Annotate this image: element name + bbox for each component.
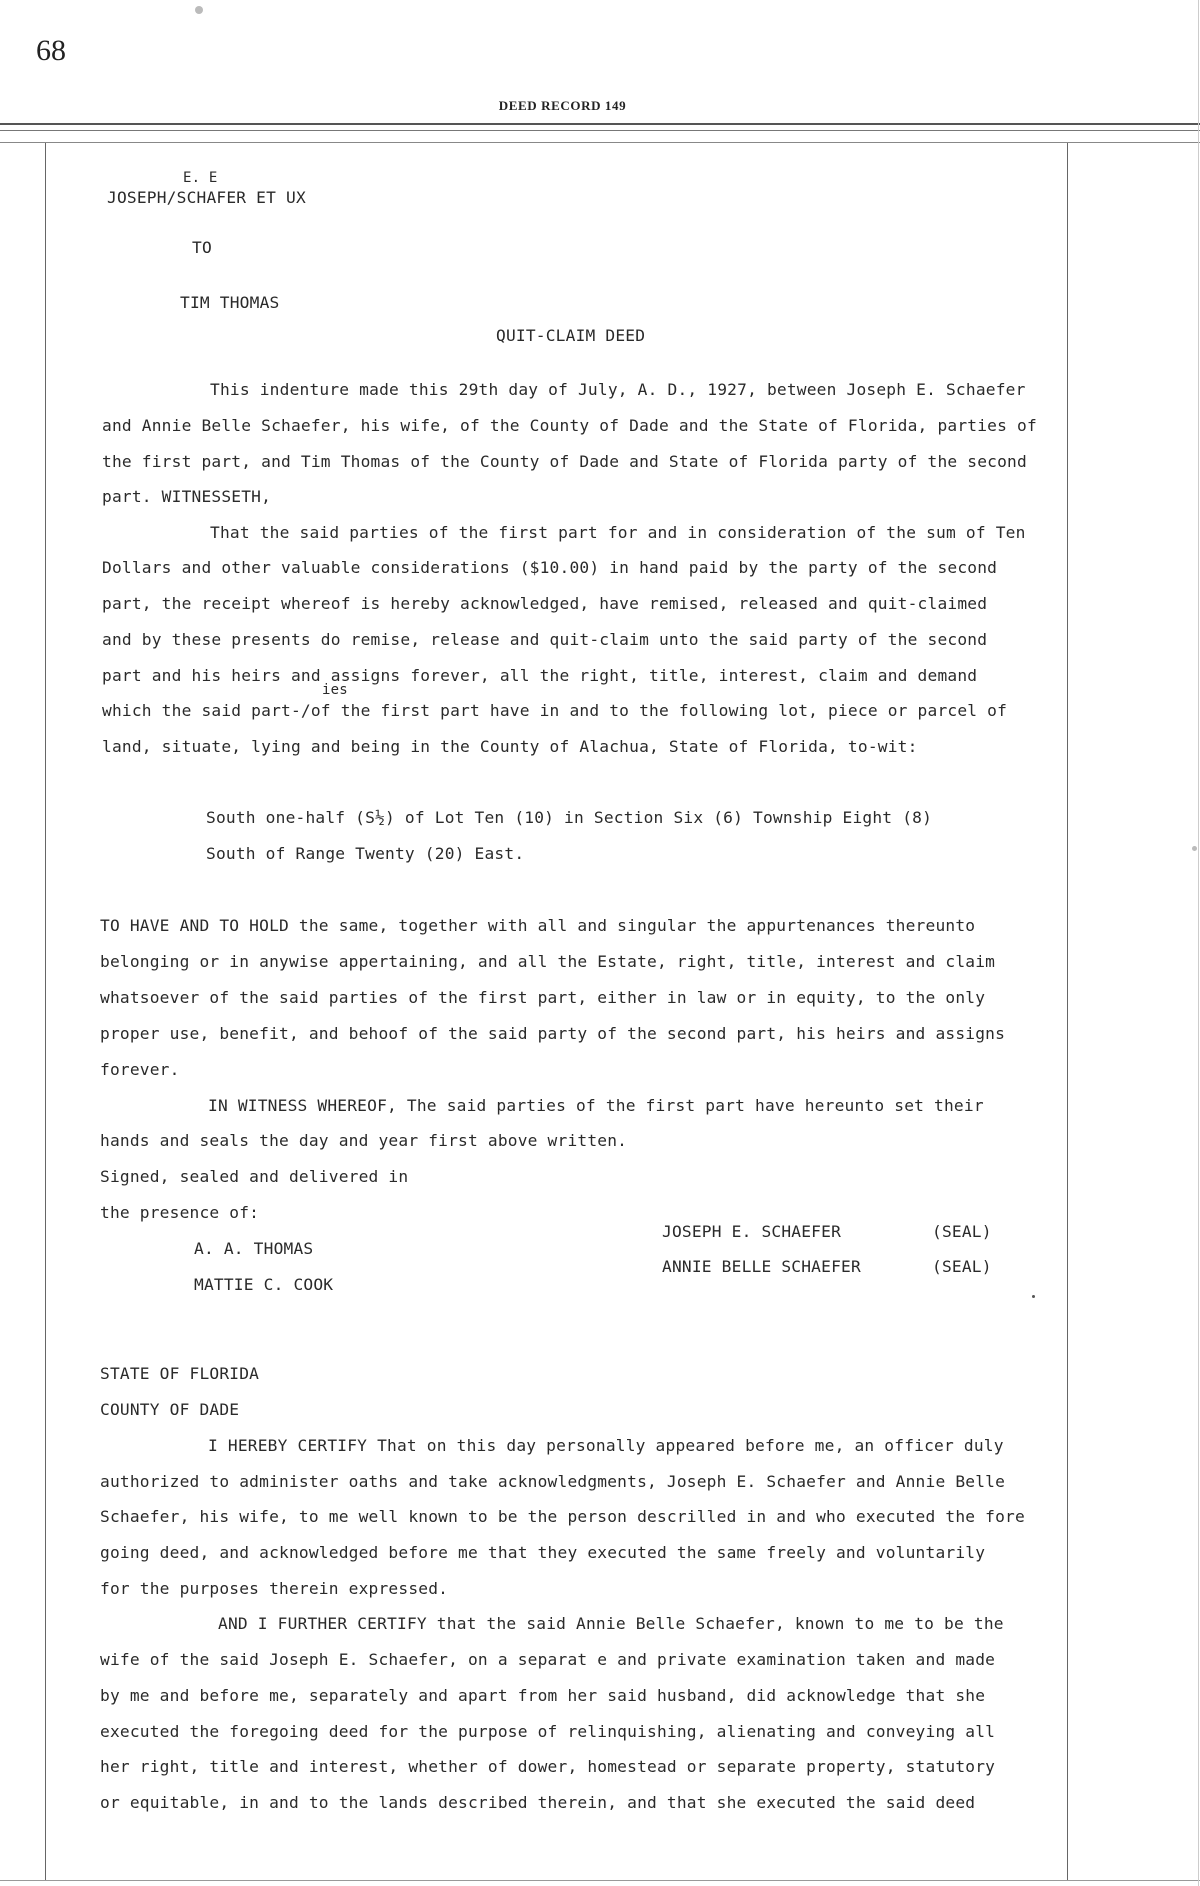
to-label: TO — [192, 238, 212, 257]
interlineation-ies: ies — [322, 682, 348, 698]
body-line: authorized to administer oaths and take acknowledgments, Joseph E. Schaefer and Annie Belle — [100, 1472, 1006, 1491]
seal-label: (SEAL) — [932, 1222, 992, 1241]
scan-speck — [195, 6, 203, 14]
venue-state: STATE OF FLORIDA — [100, 1364, 260, 1383]
header-rule-bottom — [0, 142, 1200, 143]
body-line: for the purposes therein expressed. — [100, 1579, 449, 1598]
legal-description-line: South of Range Twenty (20) East. — [206, 844, 525, 863]
body-line: which the said part-/of the first part have in and to the following lot, piece or parcel of — [102, 701, 1008, 720]
legal-description-line: South one-half (S½) of Lot Ten (10) in Section Six (6) Township Eight (8) — [206, 808, 933, 827]
witness-signature: A. A. THOMAS — [194, 1239, 314, 1258]
body-line: IN WITNESS WHEREOF, The said parties of the first part have hereunto set their — [208, 1096, 984, 1115]
right-margin-line — [1067, 143, 1068, 1880]
body-line: proper use, benefit, and behoof of the said party of the second part, his heirs and assigns — [100, 1024, 1006, 1043]
body-line: part and his heirs and assigns forever, all the right, title, interest, claim and demand — [102, 666, 978, 685]
body-line: belonging or in anywise appertaining, and all the Estate, right, title, interest and claim — [100, 952, 996, 971]
record-title: DEED RECORD 149 — [498, 98, 627, 113]
body-line: Schaefer, his wife, to me well known to be the person descrilled in and who executed the fore — [100, 1507, 1025, 1526]
deed-title: QUIT-CLAIM DEED — [496, 326, 646, 345]
body-line: executed the foregoing deed for the purpose of relinquishing, alienating and conveying all — [100, 1722, 996, 1741]
grantor-signature: JOSEPH E. SCHAEFER — [662, 1222, 842, 1241]
venue-county: COUNTY OF DADE — [100, 1400, 240, 1419]
body-line: Signed, sealed and delivered in — [100, 1167, 409, 1186]
right-edge-line — [1198, 0, 1199, 1886]
body-line: Dollars and other valuable considerations ($10.00) in hand paid by the party of the second — [102, 558, 998, 577]
body-line: whatsoever of the said parties of the first part, either in law or in equity, to the only — [100, 988, 986, 1007]
witness-signature: MATTIE C. COOK — [194, 1275, 334, 1294]
body-line: the presence of: — [100, 1203, 260, 1222]
scan-speck — [1032, 1295, 1035, 1298]
body-line: AND I FURTHER CERTIFY that the said Annie Belle Schaefer, known to me to be the — [218, 1614, 1004, 1633]
grantee-name: TIM THOMAS — [180, 293, 280, 312]
left-margin-line — [45, 143, 46, 1880]
grantor-signature: ANNIE BELLE SCHAEFER — [662, 1257, 861, 1276]
body-line: forever. — [100, 1060, 180, 1079]
body-line: hands and seals the day and year first above written. — [100, 1131, 628, 1150]
header-rule-mid — [0, 130, 1200, 131]
grantor-name: JOSEPH/SCHAFER ET UX — [107, 188, 306, 207]
body-line: wife of the said Joseph E. Schaefer, on a separat e and private examination taken and made — [100, 1650, 996, 1669]
header-rule-top — [0, 123, 1200, 125]
body-line: land, situate, lying and being in the County of Alachua, State of Florida, to-wit: — [102, 737, 918, 756]
body-line: That the said parties of the first part for and in consideration of the sum of Ten — [210, 523, 1026, 542]
body-line: TO HAVE AND TO HOLD the same, together with all and singular the appurtenances thereunto — [100, 916, 976, 935]
body-line: part, the receipt whereof is hereby acknowledged, have remised, released and quit-claimed — [102, 594, 988, 613]
body-line: or equitable, in and to the lands described therein, and that she executed the said deed — [100, 1793, 976, 1812]
body-line: her right, title and interest, whether of dower, homestead or separate property, statutory — [100, 1757, 996, 1776]
body-line: by me and before me, separately and apart from her said husband, did acknowledge that she — [100, 1686, 986, 1705]
body-line: This indenture made this 29th day of July, A. D., 1927, between Joseph E. Schaefer — [210, 380, 1026, 399]
body-line: part. WITNESSETH, — [102, 487, 272, 506]
footer-rule — [0, 1880, 1200, 1881]
body-line: and by these presents do remise, release and quit-claim unto the said party of the second — [102, 630, 988, 649]
body-line: the first part, and Tim Thomas of the County of Dade and State of Florida party of the second — [102, 452, 1027, 471]
seal-label: (SEAL) — [932, 1257, 992, 1276]
scan-speck — [1192, 846, 1197, 851]
body-line: I HEREBY CERTIFY That on this day personally appeared before me, an officer duly — [208, 1436, 1004, 1455]
grantor-initials: E. E — [183, 170, 218, 186]
page-number: 68 — [36, 34, 66, 67]
body-line: going deed, and acknowledged before me that they executed the same freely and voluntarily — [100, 1543, 986, 1562]
body-line: and Annie Belle Schaefer, his wife, of the County of Dade and the State of Florida, parties of — [102, 416, 1037, 435]
